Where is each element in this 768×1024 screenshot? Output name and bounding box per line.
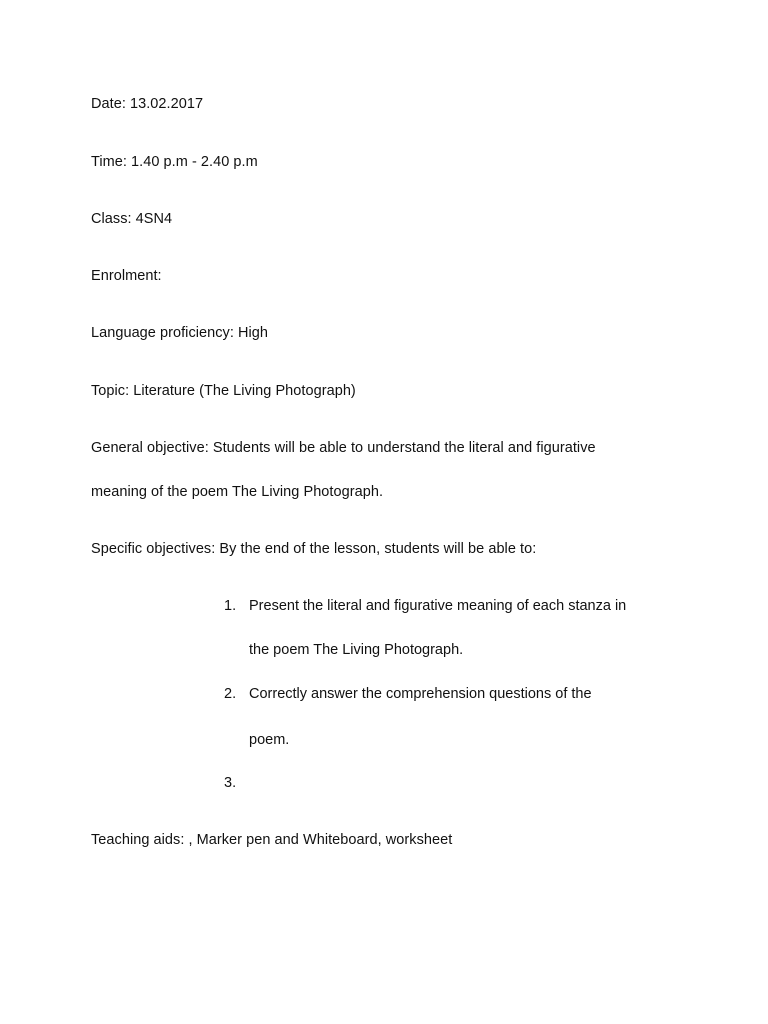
objective-1-line-2: the poem The Living Photograph. — [249, 642, 464, 658]
objective-2-number: 2. — [224, 686, 237, 702]
enrolment-line: Enrolment: — [91, 268, 162, 284]
objective-2-line-1: Correctly answer the comprehension questions of the — [249, 686, 592, 702]
specific-objectives-heading: Specific objectives: By the end of the lesson, students will be able to: — [91, 541, 537, 557]
date-line: Date: 13.02.2017 — [91, 96, 204, 112]
objective-3-number: 3. — [224, 775, 237, 791]
teaching-aids-line: Teaching aids: , Marker pen and Whiteboard, worksheet — [91, 832, 453, 848]
time-line: Time: 1.40 p.m - 2.40 p.m — [91, 154, 258, 170]
general-objective-line-1: General objective: Students will be able to understand the literal and figurative — [91, 440, 596, 456]
language-proficiency-line: Language proficiency: High — [91, 325, 269, 341]
class-line: Class: 4SN4 — [91, 211, 173, 227]
topic-line: Topic: Literature (The Living Photograph) — [91, 383, 356, 399]
objective-1-line-1: Present the literal and figurative meaning of each stanza in — [249, 598, 627, 614]
objective-1-number: 1. — [224, 598, 237, 614]
objective-2-line-2: poem. — [249, 732, 290, 748]
general-objective-line-2: meaning of the poem The Living Photograph. — [91, 484, 384, 500]
